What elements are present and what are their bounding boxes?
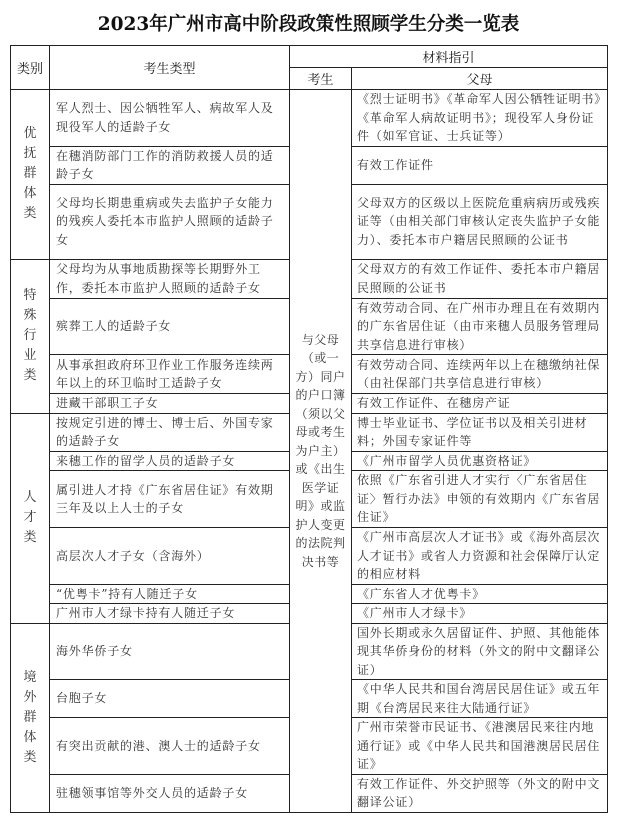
student-type-cell: 广州市人才绿卡持有人随迁子女 [50,604,290,624]
category-cell [11,413,50,623]
parents-material-cell: 《中华人民共和国台湾居民居住证》或五年期《台湾居民来往大陆通行证》 [352,680,608,718]
student-type-cell: 父母均为从事地质勘探等长期野外工作，委托本市监护人照顾的适龄子女 [50,259,290,298]
student-type-cell: 台胞子女 [50,680,290,718]
header-student-type: 考生类型 [50,46,290,90]
parents-material-cell: 依照《广东省引进人才实行〈广东省居住证〉暂行办法》申领的有效期内《广东省居住证》 [352,471,608,528]
category-label: 优抚群体类 [23,126,37,222]
student-material-cell: 与父母（或一方）同户的户口簿（须以父母或考生为户主）或《出生医学证明》或监护人变更的法院判决书等 [290,90,352,813]
student-type-cell: 殡葬工人的适龄子女 [50,298,290,355]
category-label: 境外群体类 [23,669,37,765]
category-label: 人才类 [23,490,37,545]
student-type-cell: 有突出贡献的港、澳人士的适龄子女 [50,718,290,775]
header-parents: 父母 [352,68,608,90]
parents-material-cell: 《广州市人才绿卡》 [352,604,608,624]
policy-table [10,45,608,813]
parents-material-cell: 博士毕业证书、学位证书以及相关引进材料；外国专家证件等 [352,413,608,451]
parents-material-cell: 《广州市留学人员优惠资格证》 [352,451,608,471]
table-row [11,90,608,147]
student-type-cell: 父母均长期患重病或失去监护子女能力的残疾人委托本市监护人照顾的适龄子女 [50,184,290,259]
page-title: 2023年广州市高中阶段政策性照顾学生分类一览表 [97,14,520,35]
student-type-cell: 高层次人才子女（含海外） [50,528,290,585]
student-type-cell: 在穗消防部门工作的消防救援人员的适龄子女 [50,146,290,184]
student-type-cell: “优粤卡”持有人随迁子女 [50,584,290,604]
parents-material-cell: 国外长期或永久居留证件、护照、其他能体现其华侨身份的材料（外文的附中文翻译公证） [352,623,608,680]
student-type-cell: 军人烈士、因公牺牲军人、病故军人及现役军人的适龄子女 [50,90,290,147]
student-type-cell: 海外华侨子女 [50,623,290,680]
category-cell [11,259,50,413]
student-type-cell: 属引进人才持《广东省居住证》有效期三年及以上人士的子女 [50,471,290,528]
parents-material-cell: 有效劳动合同、在广州市办理且在有效期内的广东省居住证（由市来穗人员服务管理局共享信息进行审核） [352,298,608,355]
student-type-cell: 按规定引进的博士、博士后、外国专家的适龄子女 [50,413,290,451]
parents-material-cell: 《广州市高层次人才证书》或《海外高层次人才证书》或省人力资源和社会保障厅认定的相应材料 [352,528,608,585]
parents-material-cell: 父母双方的有效工作证件、委托本市户籍居民照顾的公证书 [352,259,608,298]
student-type-cell: 从事承担政府环卫作业工作服务连续两年以上的环卫临时工适龄子女 [50,355,290,394]
category-label: 特殊行业类 [23,288,37,383]
category-cell [11,623,50,812]
header-student: 考生 [290,68,352,90]
parents-material-cell: 父母双方的区级以上医院危重病病历或残疾证等（由相关部门审核认定丧失监护子女能力）、委托本市户籍居民照顾的公证书 [352,184,608,259]
category-cell [11,90,50,260]
parents-material-cell: 《烈士证明书》《革命军人因公牺牲证明书》《革命军人病故证明书》；现役军人身份证件（如军官证、士兵证等） [352,90,608,147]
header-category: 类别 [11,46,50,90]
parents-material-cell: 有效劳动合同、连续两年以上在穗缴纳社保（由社保部门共享信息进行审核） [352,355,608,394]
student-type-cell: 进藏干部职工子女 [50,394,290,414]
parents-material-cell: 有效工作证件、外交护照等（外文的附中文翻译公证） [352,774,608,812]
parents-material-cell: 《广东省人才优粤卡》 [352,584,608,604]
parents-material-cell: 有效工作证件、在穗房产证 [352,394,608,414]
parents-material-cell: 有效工作证件 [352,146,608,184]
student-type-cell: 来穗工作的留学人员的适龄子女 [50,451,290,471]
parents-material-cell: 广州市荣誉市民证书、《港澳居民来往内地通行证》或《中华人民共和国港澳居民居住证》 [352,718,608,775]
student-type-cell: 驻穗领事馆等外交人员的适龄子女 [50,774,290,812]
header-materials: 材料指引 [290,46,608,68]
